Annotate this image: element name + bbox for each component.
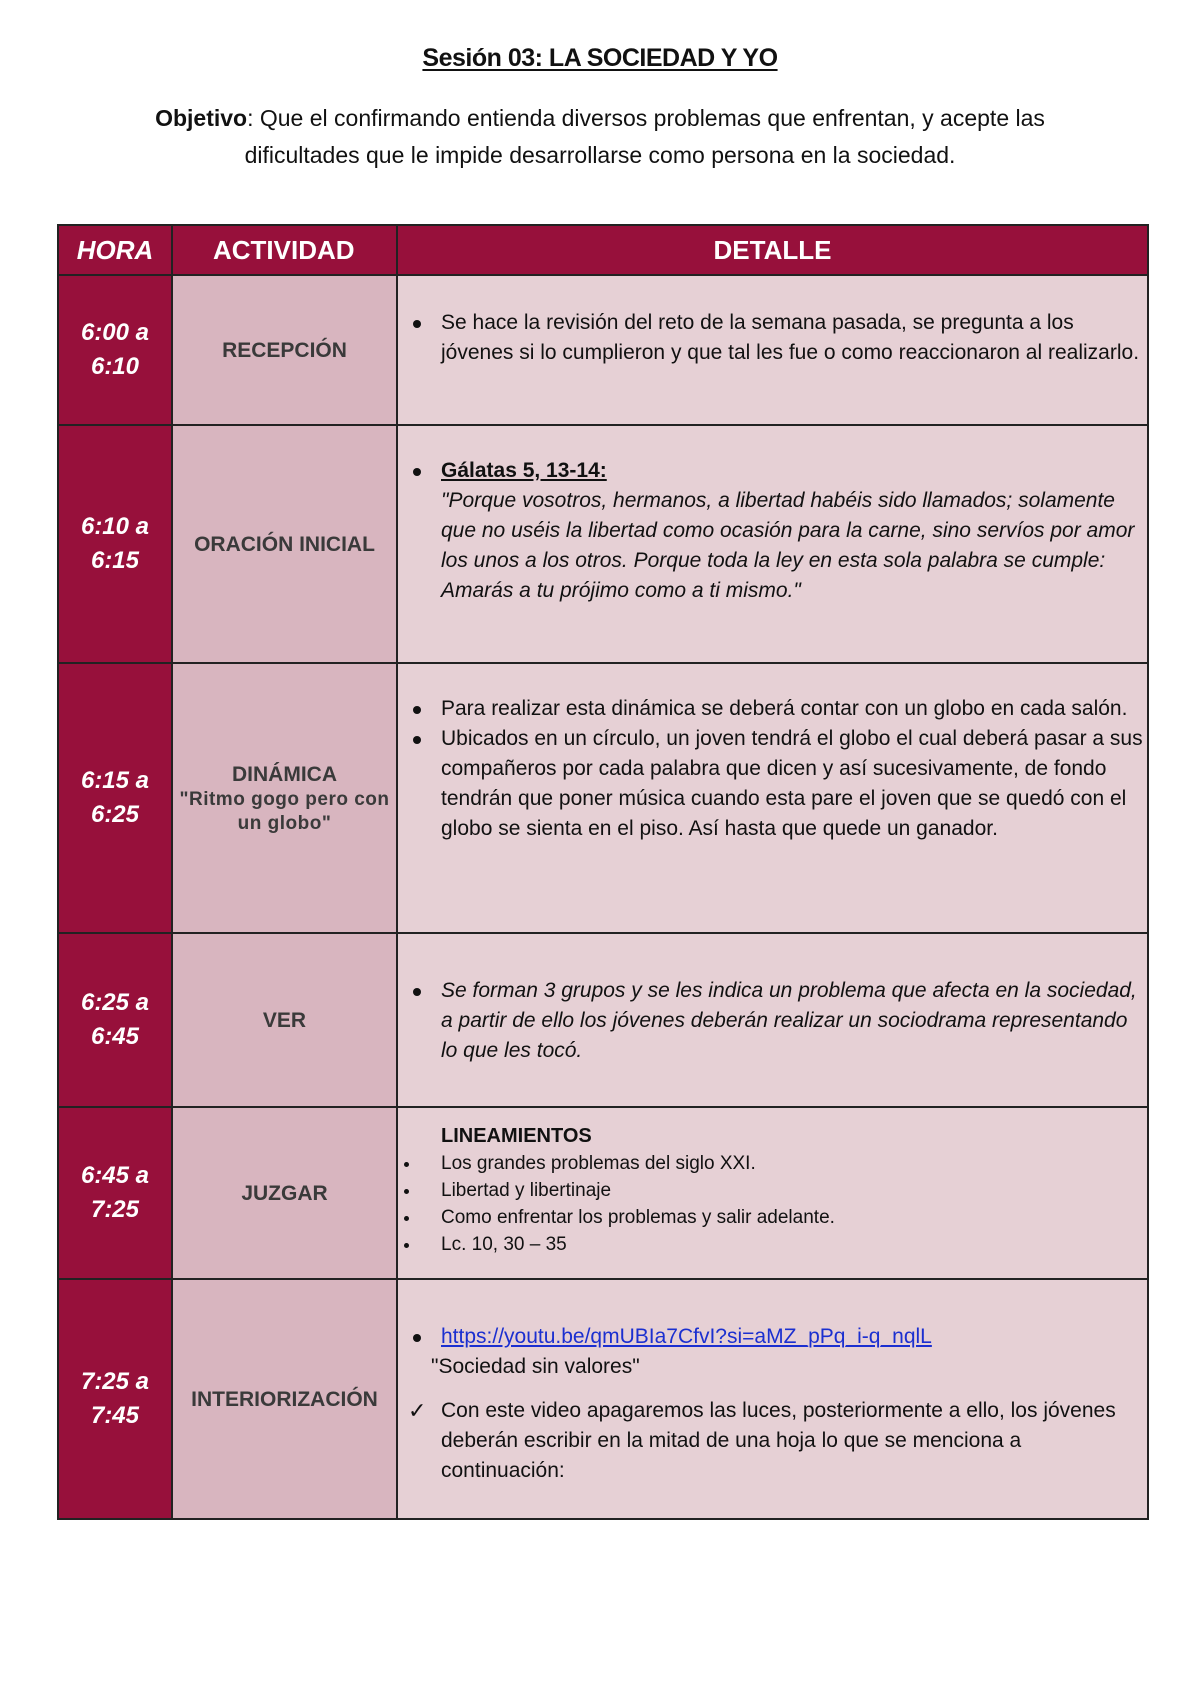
video-link[interactable]: https://youtu.be/qmUBIa7CfvI?si=aMZ_pPq_i-q_nqlL <box>441 1325 932 1348</box>
time-cell: 7:25 a 7:45 <box>58 1279 172 1519</box>
table-header-row <box>58 225 1148 275</box>
activity-cell: RECEPCIÓN <box>172 275 397 425</box>
activity-cell: INTERIORIZACIÓN <box>172 1279 397 1519</box>
list-item: Lc. 10, 30 – 35 <box>398 1231 1147 1258</box>
detail-cell <box>397 1279 1148 1519</box>
detail-cell <box>397 663 1148 933</box>
bible-quote: "Porque vosotros, hermanos, a libertad habéis sido llamados; solamente que no uséis la libertad como ocasión para la carne, sino servíos por amor los unos a los otros. Porque toda la ley en esta sola palabra se cumple: Amarás a tu prójimo como a ti mismo." <box>441 489 1135 602</box>
activity-cell: JUZGAR <box>172 1107 397 1279</box>
list-item: Para realizar esta dinámica se deberá contar con un globo en cada salón. <box>398 694 1147 724</box>
list-item: Se hace la revisión del reto de la semana pasada, se pregunta a los jóvenes si lo cumplieron y que tal les fue o como reaccionaron al realizarlo. <box>398 308 1147 368</box>
detail-cell <box>397 1107 1148 1279</box>
time-cell: 6:15 a 6:25 <box>58 663 172 933</box>
list-item: Se forman 3 grupos y se les indica un problema que afecta en la sociedad, a partir de ello los jóvenes deberán realizar un sociodrama representando lo que les tocó. <box>398 976 1147 1066</box>
table-row <box>58 425 1148 663</box>
list-item <box>398 456 1147 606</box>
activity-cell: DINÁMICA "Ritmo gogo pero con un globo" <box>172 663 397 933</box>
activity-subtitle: "Ritmo gogo pero con un globo" <box>179 788 390 834</box>
check-mark-icon: ✓ <box>408 1398 427 1423</box>
list-item: ✓ Con este video apagaremos las luces, posteriormente a ello, los jóvenes deberán escribir en la mitad de una hoja lo que se menciona a continuación: <box>408 1398 1116 1482</box>
table-row <box>58 1279 1148 1519</box>
table-row <box>58 1107 1148 1279</box>
time-cell: 6:25 a 6:45 <box>58 933 172 1107</box>
time-cell: 6:00 a 6:10 <box>58 275 172 425</box>
time-cell: 6:45 a 7:25 <box>58 1107 172 1279</box>
bible-citation: Gálatas 5, 13-14: <box>441 459 607 482</box>
objective-text: : Que el confirmando entienda diversos problemas que enfrentan, y acepte las dificultades que le impide desarrollarse como persona en la sociedad. <box>244 105 1045 168</box>
table-row <box>58 933 1148 1107</box>
list-item <box>398 1322 1147 1352</box>
list-item: Ubicados en un círculo, un joven tendrá el globo el cual deberá pasar a sus compañeros por cada palabra que dicen y así sucesivamente, de fondo tendrán que poner música cuando esta pare el joven que se quedó con el globo se sienta en el piso. Así hasta que quede un ganador. <box>398 724 1147 844</box>
objective-label: Objetivo <box>155 105 248 131</box>
guidelines-title: LINEAMIENTOS <box>441 1125 592 1147</box>
objective-paragraph <box>150 100 1050 174</box>
detail-cell <box>397 275 1148 425</box>
agenda-table <box>57 224 1149 1520</box>
table-row <box>58 275 1148 425</box>
header-hora: HORA <box>58 225 172 275</box>
time-cell: 6:10 a 6:15 <box>58 425 172 663</box>
session-title: Sesión 03: LA SOCIEDAD Y YO <box>422 44 778 72</box>
activity-cell: ORACIÓN INICIAL <box>172 425 397 663</box>
detail-cell <box>397 933 1148 1107</box>
video-title: "Sociedad sin valores" <box>431 1355 640 1378</box>
activity-cell: VER <box>172 933 397 1107</box>
header-detalle: DETALLE <box>397 225 1148 275</box>
list-item: Los grandes problemas del siglo XXI. <box>398 1150 1147 1177</box>
list-item: Libertad y libertinaje <box>398 1177 1147 1204</box>
list-item: Como enfrentar los problemas y salir adelante. <box>398 1204 1147 1231</box>
header-actividad: ACTIVIDAD <box>172 225 397 275</box>
detail-cell <box>397 425 1148 663</box>
table-row <box>58 663 1148 933</box>
